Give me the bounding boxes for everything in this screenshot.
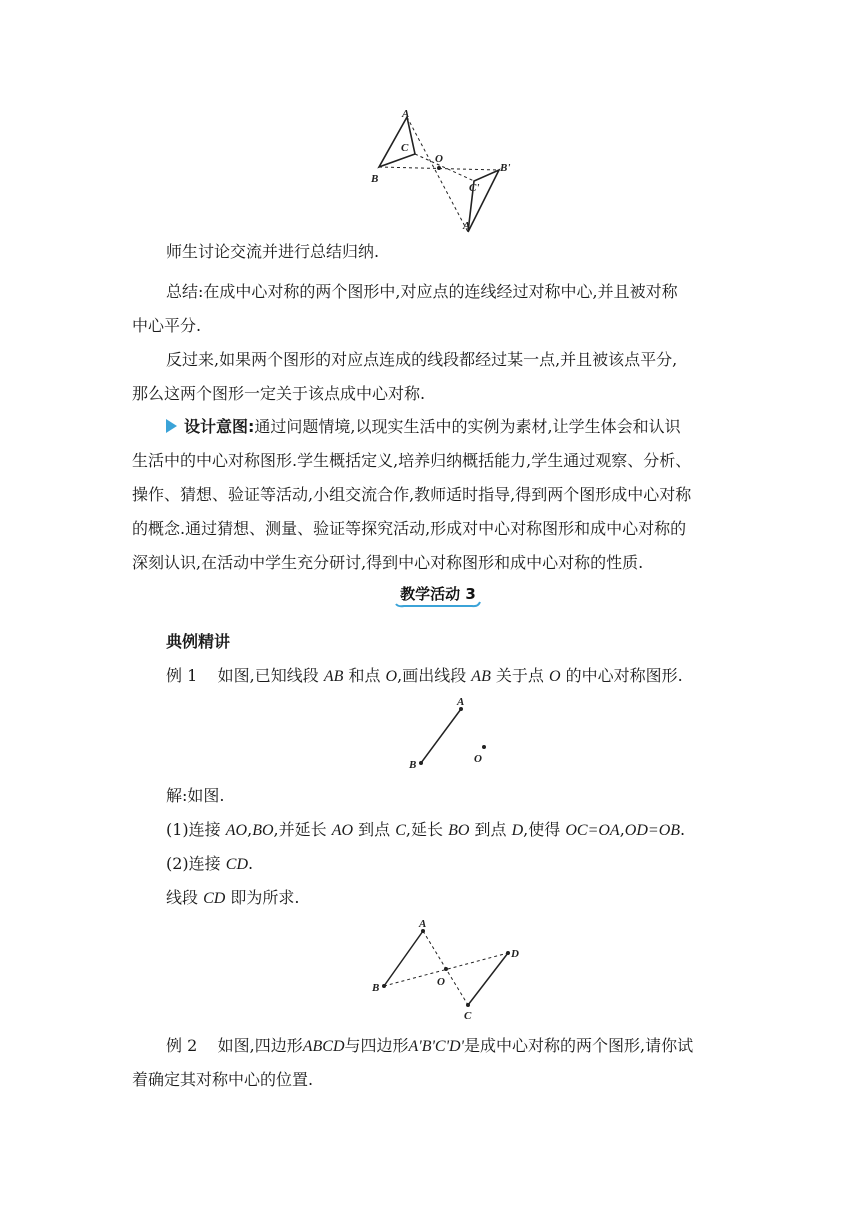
s2-p1: (2)连接	[166, 854, 226, 873]
ex1-var-O-2: O	[549, 668, 561, 685]
design-intent-2: 生活中的中心对称图形.学生概括定义,培养归纳概括能力,学生通过观察、分析、	[132, 451, 692, 470]
solution-step-1	[166, 820, 685, 841]
ex1-text-1: 如图,已知线段	[217, 666, 324, 685]
s1-v1: AO	[225, 822, 248, 839]
s1-v5: BO	[448, 822, 470, 839]
label-D: D	[511, 948, 519, 960]
s1-v2: BO	[252, 822, 274, 839]
play-triangle-icon	[166, 419, 177, 433]
label-B: B	[409, 759, 417, 771]
ex2-var-ABCD: ABCD	[302, 1038, 345, 1055]
s1-v8: OD=OB	[624, 822, 681, 839]
para-discussion: 师生讨论交流并进行总结归纳.	[166, 242, 380, 261]
ex1-var-AB-2: AB	[471, 668, 491, 685]
para-summary-2: 中心平分.	[132, 316, 202, 335]
ex1-var-AB: AB	[323, 668, 344, 685]
ex2-var-ABCD-prime: A'B'C'D'	[408, 1038, 464, 1055]
solution-conclusion	[166, 888, 300, 909]
label-O: O	[474, 753, 482, 765]
s1-v4: C	[395, 822, 406, 839]
label-B: B	[371, 173, 379, 185]
ex2-text-3: 是成中心对称的两个图形,请你试	[463, 1036, 694, 1055]
label-A: A	[419, 918, 427, 930]
label-B-prime: B'	[500, 162, 511, 174]
design-intent-label: 设计意图:	[184, 417, 255, 436]
label-O: O	[437, 976, 445, 988]
ex1-text-5: 的中心对称图形.	[560, 666, 683, 685]
s1-p4: 到点	[353, 820, 396, 839]
ex1-text-2: 和点	[343, 666, 386, 685]
s3-v1: CD	[203, 890, 226, 907]
s1-p3: ,并延长	[273, 820, 332, 839]
label-B: B	[372, 982, 380, 994]
banner-underline	[392, 578, 484, 608]
label-O: O	[435, 153, 443, 165]
s1-p6: 到点	[469, 820, 512, 839]
figure-segment-symmetry-solution	[360, 915, 530, 1025]
para-summary-1: 总结:在成中心对称的两个图形中,对应点的连线经过对称中心,并且被对称	[166, 282, 678, 301]
design-intent-1	[184, 417, 681, 437]
ex1-var-O: O	[385, 668, 398, 685]
example-2-label: 例 2	[166, 1036, 198, 1055]
figure-triangles-central-symmetry	[360, 105, 530, 235]
s1-p9: .	[680, 820, 686, 839]
design-intent-4: 的概念.通过猜想、测量、验证等探究活动,形成对中心对称图形和成中心对称的	[132, 519, 687, 538]
s1-p5: ,延长	[405, 820, 449, 839]
figure-segment-and-point	[400, 695, 500, 775]
para-converse-1: 反过来,如果两个图形的对应点连成的线段都经过某一点,并且被该点平分,	[166, 350, 678, 369]
design-intent-3: 操作、猜想、验证等活动,小组交流合作,教师适时指导,得到两个图形成中心对称	[132, 485, 692, 504]
example-1	[166, 666, 683, 687]
ex1-text-3: ,画出线段	[397, 666, 472, 685]
design-intent-text: 通过问题情境,以现实生活中的实例为素材,让学生体会和认识	[254, 417, 681, 436]
s3-p2: 即为所求.	[225, 888, 300, 907]
ex2-text-2: 与四边形	[344, 1036, 409, 1055]
section-banner	[392, 578, 484, 608]
s1-p1: (1)连接	[166, 820, 226, 839]
s3-p1: 线段	[166, 888, 204, 907]
example-1-label: 例 1	[166, 666, 198, 685]
label-C-prime: C'	[469, 182, 480, 194]
s1-p7: ,使得	[523, 820, 566, 839]
banner-title: 教学活动 3	[400, 585, 476, 603]
label-C: C	[464, 1010, 472, 1022]
s1-p8: ,	[619, 820, 625, 839]
example-2-line-2: 着确定其对称中心的位置.	[132, 1070, 314, 1089]
ex1-text-4: 关于点	[490, 666, 550, 685]
s2-v1: CD	[225, 856, 248, 873]
label-A: A	[457, 696, 465, 708]
section-title: 典例精讲	[166, 632, 231, 651]
example-2-line-1	[166, 1036, 693, 1057]
label-A: A	[402, 108, 410, 120]
label-A-prime: A'	[463, 220, 474, 232]
label-C: C	[401, 142, 409, 154]
solution-step-2	[166, 854, 253, 875]
s1-v3: AO	[331, 822, 354, 839]
ex2-text-1: 如图,四边形	[217, 1036, 303, 1055]
s1-v6: D	[511, 822, 524, 839]
design-intent-5: 深刻认识,在活动中学生充分研讨,得到中心对称图形和成中心对称的性质.	[132, 553, 644, 572]
para-converse-2: 那么这两个图形一定关于该点成中心对称.	[132, 384, 426, 403]
s1-v7: OC=OA	[565, 822, 620, 839]
s1-p2: ,	[247, 820, 253, 839]
s2-p2: .	[248, 854, 254, 873]
solution-heading: 解:如图.	[166, 786, 225, 805]
